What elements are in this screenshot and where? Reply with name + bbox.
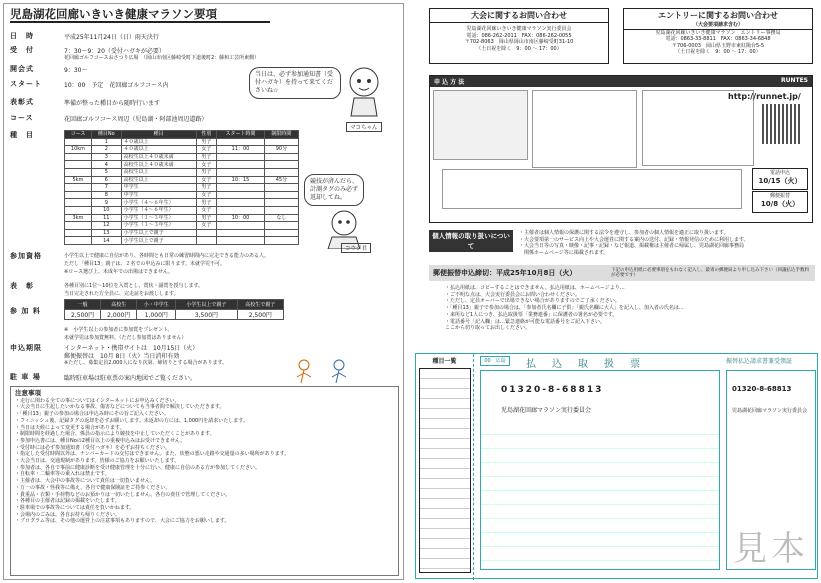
race-table-cell: 12: [91, 222, 121, 230]
right-panel: [415, 3, 818, 580]
reception-label: 受 付: [10, 46, 34, 54]
notes-item: ・万一の事故・怪我等に備え、各自で健康保険証をご持参ください。: [15, 484, 171, 491]
race-table-cell: 2: [91, 146, 121, 154]
contact-event-line-2: 電話：086-262-2011 FAX：086-262-0055: [466, 32, 572, 39]
race-table-row: [65, 176, 299, 184]
race-table-cell: [217, 161, 265, 169]
race-table-cell: 9: [91, 199, 121, 207]
race-table-row: [65, 229, 299, 237]
character-1-illustration: [339, 64, 389, 120]
race-table-row: [65, 161, 299, 169]
notes-item: ・大会当日に生起したいかなる事故、傷害などについても当事者間で解決していただきます。: [15, 404, 225, 411]
race-table-cell: [65, 184, 92, 192]
awards-label: 表彰式: [10, 98, 34, 106]
postal-item: ・「種目13」親子で参加の場合は、「参加者氏名欄に子供」「親氏名欄に大人」を記入し、加入者の氏名は…: [445, 305, 684, 312]
contact-event-line-4: （土日祝を除く 9：00 〜 17：00）: [476, 45, 562, 52]
entry-method-box: [429, 75, 813, 223]
race-table-header: スタート時間: [217, 131, 265, 139]
race-table-cell: 女子: [196, 161, 216, 169]
post-label: 郵便振替: [769, 193, 790, 199]
fee-value: 3,500円: [176, 310, 237, 320]
race-table-cell: 小学生（４〜６年生）: [121, 206, 196, 214]
race-table-cell: ４０歳以上: [121, 146, 196, 154]
fee-label: 参 加 料: [10, 307, 41, 315]
notes-item: ・プログラム等は、その他の運営上の注意事項もありますので、大会にご協力をお願いします。: [15, 518, 230, 525]
contact-entry-line-1: 児島湖花回廊いきいき健康マラソン エントリー事務局: [655, 29, 781, 36]
race-table-row: [65, 184, 299, 192]
race-table-cell: [217, 237, 265, 245]
race-table-row: [65, 153, 299, 161]
entry-method-label: 申 込 方 法: [434, 79, 465, 86]
race-table: [64, 130, 299, 245]
notes-item: ・各種目の主催者は記録の掲載をいたします。: [15, 498, 120, 505]
race-table-row: [65, 191, 299, 199]
race-table-row: [65, 168, 299, 176]
fee-value: 2,000円: [101, 310, 137, 320]
race-table-cell: [217, 191, 265, 199]
race-table-cell: [264, 153, 298, 161]
race-table-cell: 男子: [196, 199, 216, 207]
awards-value: 準備が整った種目から随時行います: [64, 100, 161, 107]
race-table-cell: 11：00: [217, 146, 265, 154]
qualification-line-3: ※ロース選び上、未成年での出場はできません。: [64, 269, 174, 275]
postal-item: ・電話番号「記入欄」は…緊急連絡が可能な電話番号をご記入下さい。: [445, 318, 606, 325]
left-panel: [3, 3, 404, 580]
fee-header: 小学生以上で親子: [176, 300, 237, 310]
character-1-name: マコちゃん: [346, 122, 382, 132]
race-table-cell: 高校生以上: [121, 176, 196, 184]
race-table-cell: ４０歳以上: [121, 138, 196, 146]
race-table-cell: 3km: [65, 214, 92, 222]
race-table-cell: 女子: [196, 206, 216, 214]
race-table-cell: [65, 199, 92, 207]
race-table-header: 種目: [121, 131, 196, 139]
fee-table: [64, 299, 284, 320]
fee-header: 一般: [65, 300, 101, 310]
fee-value: 1,000円: [137, 310, 176, 320]
race-table-cell: [264, 222, 298, 230]
race-table-cell: [264, 168, 298, 176]
race-table-cell: 高校生以上４０歳未満: [121, 161, 196, 169]
race-table-cell: 中学生: [121, 191, 196, 199]
race-table-cell: 14: [91, 237, 121, 245]
reception-value: 7：30〜9：20（受付ハガキが必要）: [64, 48, 165, 55]
entry-guide-text-block: [433, 90, 528, 160]
race-table-cell: [65, 161, 92, 169]
fee-note-2: 未就学児は参加賞無料。（ただし参加賞はありません）: [64, 335, 187, 341]
race-table-header: 性別: [196, 131, 216, 139]
race-table-cell: 1: [91, 138, 121, 146]
character-2-name: コウジ君: [341, 243, 371, 253]
notes-item: ・指定した受付時間以外は、ナンバーカードの交付はできません。また、状態の悪い走路や交通量の多い場所があります。: [15, 451, 290, 458]
race-table-cell: 女子: [196, 176, 216, 184]
date-value: 平成25年11月24日（日）雨天決行: [64, 34, 159, 41]
race-table-row: [65, 146, 299, 154]
runtes-label: RUNTES: [780, 77, 808, 84]
race-table-cell: 5: [91, 168, 121, 176]
race-table-cell: [217, 199, 265, 207]
course-label: コース: [10, 114, 34, 122]
notes-item: ・「種目13」親子の参加の場合は申込み時にその旨ご記入ください。: [15, 411, 169, 418]
notes-item: ・参加者は、各自で事前に健康診断を受け健康管理を十分に行い、健康に自信のある方が参加してください。: [15, 464, 261, 471]
event-list-grid: [419, 368, 471, 573]
deadline-line-2: 郵便振替は 10月 8日（火）当日消印有効: [64, 353, 180, 360]
payment-slip: [415, 353, 818, 579]
privacy-title: 個人情報の取り扱いについて: [429, 230, 513, 252]
race-table-cell: [217, 168, 265, 176]
postal-item: ・ご不明な点は、大会実行委員会にお問い合わせください。: [445, 291, 581, 298]
post-deadline-box: [752, 191, 808, 213]
notes-section: [10, 386, 399, 576]
parking-label: 駐 車 場: [10, 373, 41, 381]
prize-label: 表 彰: [10, 282, 34, 290]
race-table-cell: 小学生（４〜６年生）: [121, 199, 196, 207]
slip-main-form: [480, 370, 720, 570]
qualification-line-2: ただし「種目13」親子は、２名での申込みに限ります。未就学児不可。: [64, 261, 225, 267]
post-deadline: 10/8（火）: [760, 200, 800, 208]
slip-payee: 児島湖花回廊マラソン実行委員会: [501, 407, 592, 414]
slip-receipt-account: 01320-8-68813: [732, 385, 792, 393]
postal-item: ・ただし、定員オーバーで出場できない場合がありますのでご了承ください。: [445, 298, 620, 305]
race-table-cell: 中学生: [121, 184, 196, 192]
entry-flow-chart: [442, 169, 742, 209]
privacy-list: [519, 230, 815, 257]
speech-bubble-2: 競技が済んだら、計測タグのみ必ず返却してね。: [304, 174, 364, 206]
race-table-cell: 小学生（１〜３年生）: [121, 214, 196, 222]
sample-watermark: 見本: [733, 529, 809, 569]
notes-item: ・フィニッシュ後、記録タグの返却を必ずお願いします。未返却の方には、1,000円を請求いたします。: [15, 417, 248, 424]
contact-box-entry: [623, 8, 813, 64]
race-table-cell: [264, 199, 298, 207]
race-table-cell: [264, 191, 298, 199]
event-list-column: [416, 354, 474, 580]
race-table-cell: 女子: [196, 191, 216, 199]
runnet-url[interactable]: http://runnet.jp/: [728, 92, 801, 101]
notes-item: ・参加申込書には、種目Noの2種目以上の重複申込みはお受けできません。: [15, 437, 186, 444]
contact-event-title: 大会に関するお問い合わせ: [430, 9, 608, 23]
race-table-cell: [264, 206, 298, 214]
notes-item: ・当日は天候によって変更する場合があります。: [15, 424, 125, 431]
notes-item: ・会場内のごみは、各自お持ち帰りください。: [15, 511, 121, 518]
notes-item: ・制限時間を経過した場合、係員の指示により競技を中止していただくことがあります。: [15, 431, 215, 438]
race-table-cell: 男子: [196, 214, 216, 222]
race-table-cell: 5km: [65, 176, 92, 184]
privacy-item: ・大会当日等の写真・映像・記事・記録・など報道、掲載権は主催者に帰属し、児島湖花回廊事務局: [519, 243, 745, 250]
race-table-cell: 4: [91, 161, 121, 169]
notes-title: 注意事項: [15, 389, 41, 397]
postal-item: ここから切り取ってお出しください。: [445, 325, 531, 332]
postal-deadline-right: 下記の申込用紙に必要事項をもれなく記入し、最寄の郵便局より申し込み下さい（回議払込手数料が必要です）: [611, 267, 809, 278]
race-table-cell: 3: [91, 153, 121, 161]
race-table-cell: [264, 138, 298, 146]
privacy-item: 関係ホームページ等に掲載されます。: [519, 250, 609, 257]
entry-steps-block: [532, 90, 637, 168]
opening-value: 9：30〜: [64, 67, 88, 74]
race-table-cell: [217, 229, 265, 237]
start-label: スタート: [10, 80, 42, 88]
runtes-info-block: [642, 90, 754, 166]
notes-item: ・受付時には必ず参加通知書（受付ハガキ）を必ずお持ちください。: [15, 444, 171, 451]
notes-item: ・駐車場での事故等については責任を負いかねます。: [15, 504, 135, 511]
tel-deadline-box: [752, 168, 808, 190]
race-table-row: [65, 222, 299, 230]
fee-header: 小・中学生: [137, 300, 176, 310]
notes-item: ・主催者は、大会中の事故等について責任は一切負いません。: [15, 478, 156, 485]
race-table-cell: [196, 229, 216, 237]
race-table-cell: 10：00: [217, 214, 265, 222]
race-table-cell: 女子: [196, 222, 216, 230]
race-table-row: [65, 237, 299, 245]
race-table-header: コース: [65, 131, 92, 139]
contact-box-event: [429, 8, 609, 64]
race-table-row: [65, 199, 299, 207]
fee-note-1: ※ 小学生以上の参加者に参加賞をプレゼント。: [64, 327, 173, 333]
race-table-cell: [65, 153, 92, 161]
postal-list: [445, 285, 805, 332]
race-table-cell: 90分: [264, 146, 298, 154]
race-table-cell: [65, 229, 92, 237]
race-table-cell: 小学生（１〜３年生）: [121, 222, 196, 230]
race-table-cell: [264, 161, 298, 169]
race-table-row: [65, 206, 299, 214]
race-table-cell: 11: [91, 214, 121, 222]
contact-entry-subtitle: （大会要項請求含む）: [624, 22, 812, 30]
race-table-cell: 男子: [196, 168, 216, 176]
race-table-cell: 8: [91, 191, 121, 199]
race-table-cell: 10km: [65, 146, 92, 154]
notes-item: ・自転車・二輪車等の乗入れは禁止です。: [15, 471, 110, 478]
entry-method-header: [430, 76, 812, 87]
race-table-cell: 小学生以上で親子: [121, 237, 196, 245]
race-table-cell: [217, 138, 265, 146]
postal-deadline-left: 郵便振替申込締切：平成25年10月8日（火）: [433, 269, 577, 277]
race-table-cell: [217, 206, 265, 214]
race-table-cell: 13: [91, 229, 121, 237]
deadline-label: 申込期限: [10, 344, 42, 352]
start-value: 10：00 予定 花回廊ゴルフコース内: [64, 82, 169, 89]
race-table-cell: [65, 168, 92, 176]
qualification-line-1: 小学生以上で健康に自信があり、各時間とも日常の練習時間内に完走できる能力のある人。: [64, 253, 270, 259]
fee-value: 2,500円: [237, 310, 283, 320]
slip-right-title: 振替払込請求書兼受領証: [726, 358, 793, 365]
race-table-cell: なし: [264, 214, 298, 222]
race-table-cell: [65, 138, 92, 146]
contact-event-line-3: 〒702-8063 岡山県岡山市南区藤崎受町31-10: [464, 39, 574, 45]
race-table-cell: [65, 237, 92, 245]
race-table-cell: [65, 206, 92, 214]
race-table-cell: 6: [91, 176, 121, 184]
prize-line-1: 各種目別に1位〜10位を入賞とし、賞状・副賞を授与します。: [64, 283, 204, 289]
opening-label: 開会式: [10, 65, 34, 73]
deadline-line-1: インターネット・携帯サイトは 10月15日（火）: [64, 345, 199, 352]
tel-label: 電話申込: [769, 170, 790, 176]
reception-value2: 花回廊ゴルフコースおさつり広場 （岡山市南区藤崎受町下道後町2：藤和工芸所東側）: [64, 55, 260, 61]
deadline-line-3: ※ただし、募集定員2,000人になり次第、締切りとする場合があります。: [64, 360, 228, 366]
race-table-row: [65, 214, 299, 222]
runners-illustration: [289, 359, 364, 385]
race-table-cell: [264, 237, 298, 245]
notes-item: ・貴重品・衣類・手荷物などのお預かりは一切いたしません。各自の責任で管理してください。: [15, 491, 231, 498]
postal-deadline-bar: [429, 265, 815, 281]
events-label: 種 目: [10, 131, 34, 139]
race-table-cell: 男子: [196, 184, 216, 192]
page-title: 児島湖花回廊いきいき健康マラソン要項: [10, 7, 270, 23]
contact-entry-line-3: 〒706-0003 岡山県玉野市東紅陽台5-5: [671, 42, 765, 49]
race-table-cell: [65, 191, 92, 199]
contact-entry-line-4: （土日祝を除く 9：00 〜 17：00）: [675, 49, 761, 55]
race-table-cell: [264, 184, 298, 192]
slip-account-number: 01320-8-68813: [501, 385, 604, 395]
qr-code-icon: [762, 104, 802, 144]
race-table-cell: [217, 153, 265, 161]
race-table-header: 制限時間: [264, 131, 298, 139]
privacy-item: ・主催者は個人情報の保護に関する法令を遵守し、参加者の個人情報を適正に取り扱います。: [519, 230, 729, 236]
race-table-cell: 高校生以上: [121, 168, 196, 176]
notes-item: ・走行に関わる全ての事についてはインターネットにお申込みください。: [15, 397, 180, 404]
postal-item: ・払込用紙は、コピーすることはできません。払込用紙は、ホームページより…: [445, 285, 625, 291]
privacy-item: ・大会要項第一のサービス向上や大会運営に関する案内の送付、記録・情報発信のために利用します。: [519, 236, 749, 243]
parking-value: 臨時駐車場は駐車票の案内地図でご覧ください。: [64, 375, 197, 382]
contact-event-line-1: 児島湖花回廊いきいき健康マラソン実行委員会: [466, 26, 572, 32]
race-table-cell: [217, 222, 265, 230]
slip-entry-lines: [481, 421, 719, 569]
race-table-header: 種目No: [91, 131, 121, 139]
slip-code: 00 広島: [480, 356, 510, 366]
postal-item: ・来所など1人につき、払込取扱票「業務連番」に保護者の署名が必要です。: [445, 311, 618, 318]
fee-header: 高校生: [101, 300, 137, 310]
race-table-cell: [65, 222, 92, 230]
qualification-label: 参加資格: [10, 252, 42, 260]
contact-entry-title: エントリーに関するお問い合わせ: [658, 11, 778, 20]
race-table-cell: 小学生以上で親子: [121, 229, 196, 237]
event-list-title: 種目一覧: [432, 358, 457, 365]
race-table-cell: 10：15: [217, 176, 265, 184]
race-table-cell: [264, 229, 298, 237]
notes-item: ・大会当日は、交通規制があります。皆様のご協力をお願いいたします。: [15, 458, 180, 465]
race-table-row: [65, 138, 299, 146]
race-table-cell: [217, 184, 265, 192]
fee-value: 2,500円: [65, 310, 101, 320]
speech-bubble-1: 当日は、必ず参加通知書（受付ハガキ）を持って来てくださいね☆: [249, 67, 341, 99]
race-table-cell: 女子: [196, 146, 216, 154]
slip-receipt-payee: 児島湖花回廊マラソン実行委員会: [732, 408, 808, 414]
course-value: 花回廊ゴルフコース周辺（児島湖・阿部池周辺道路）: [64, 116, 208, 123]
tel-deadline: 10/15（火）: [758, 177, 802, 185]
race-table-cell: 高校生以上４０歳未満: [121, 153, 196, 161]
race-table-cell: 10: [91, 206, 121, 214]
race-table-cell: 45分: [264, 176, 298, 184]
fee-header: 高校生で親子: [237, 300, 283, 310]
contact-entry-line-2: 電話：0863-33-8811 FAX：0863-34-6848: [665, 36, 771, 42]
race-table-cell: 男子: [196, 153, 216, 161]
race-table-cell: [196, 237, 216, 245]
race-table-cell: 男子: [196, 138, 216, 146]
prize-line-2: 当日完走された方全員に、完走証をお渡しします。: [64, 291, 179, 297]
slip-title: 払 込 取 扱 票: [526, 359, 643, 370]
race-table-cell: 7: [91, 184, 121, 192]
date-label: 日 時: [10, 32, 34, 40]
